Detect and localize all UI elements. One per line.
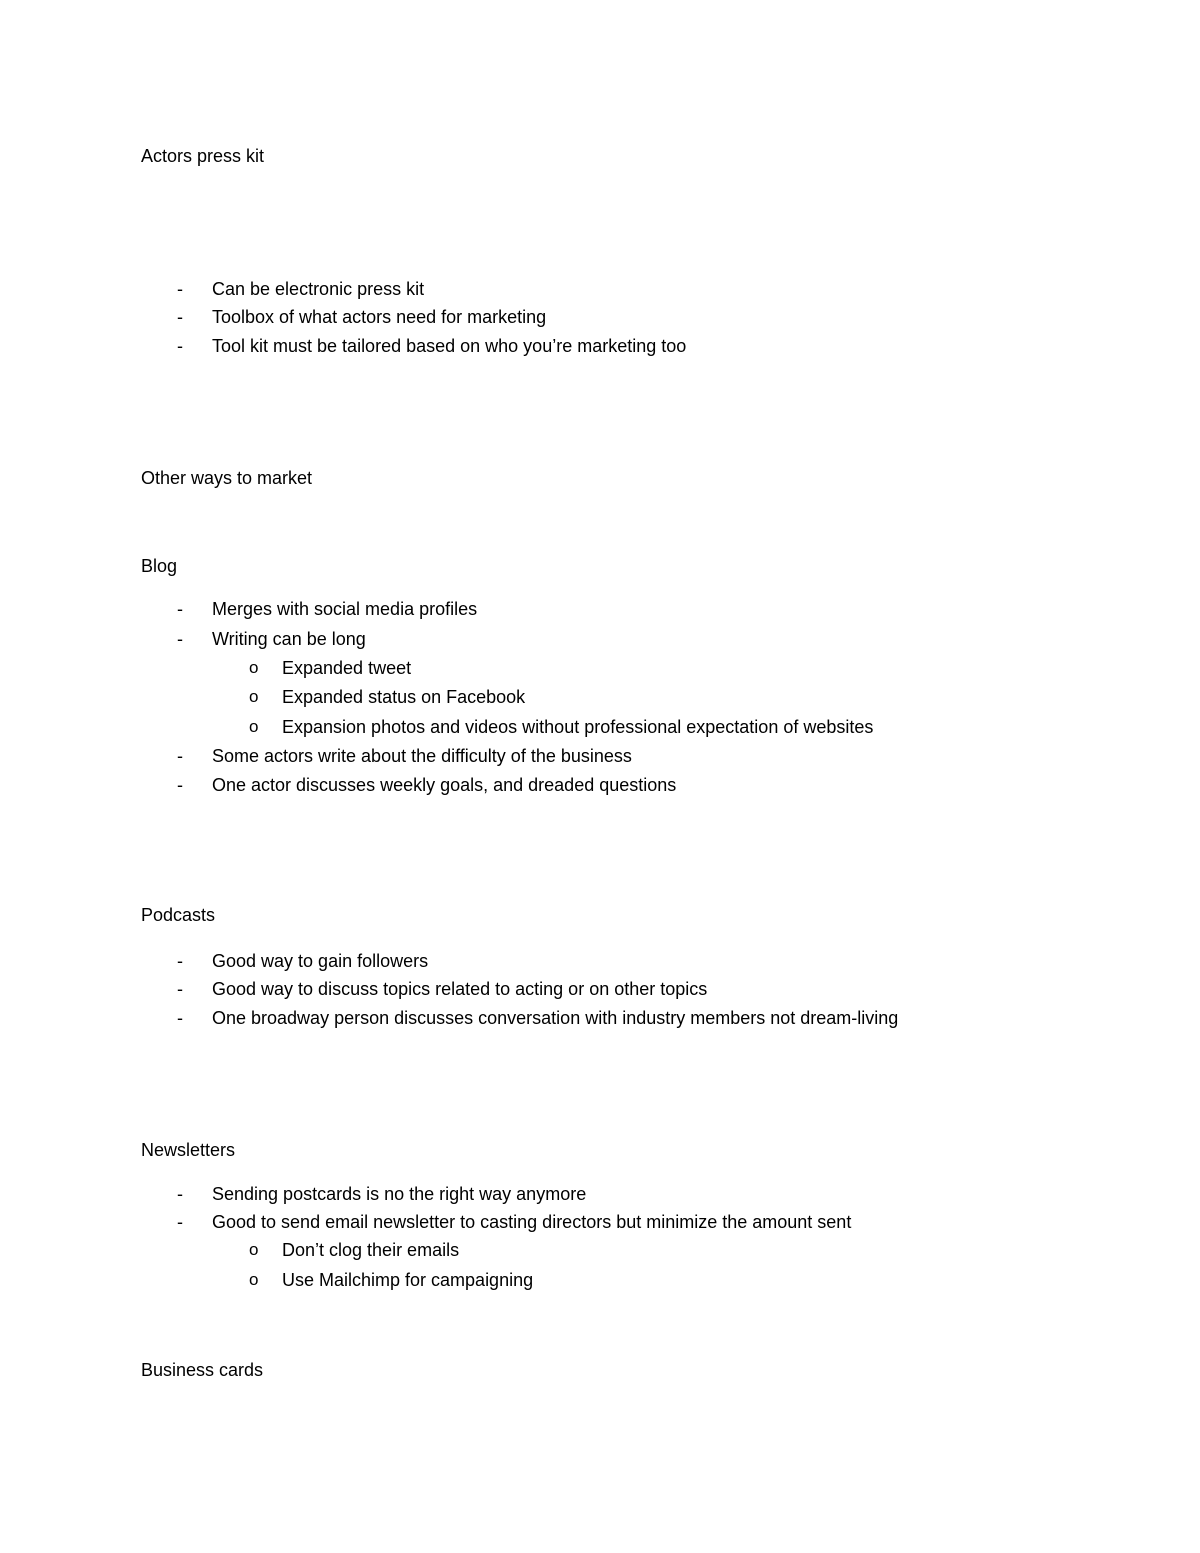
list-item-text: One broadway person discusses conversation with industry members not dream-living — [212, 1008, 899, 1028]
list-item-text: Writing can be long — [212, 629, 366, 649]
list-item-text: Sending postcards is no the right way anymore — [212, 1184, 587, 1204]
list-item-text: Merges with social media profiles — [212, 599, 478, 619]
list-item-text: Toolbox of what actors need for marketing — [212, 307, 547, 327]
section-heading-newsletters: Newsletters — [141, 1140, 236, 1160]
sub-bullet-circle: o — [249, 717, 259, 736]
sub-bullet-circle: o — [249, 658, 259, 677]
bullet-dash: - — [177, 599, 183, 619]
bullet-dash: - — [177, 307, 183, 327]
bullet-dash: - — [177, 1008, 183, 1028]
bullet-dash: - — [177, 336, 183, 356]
sub-bullet-circle: o — [249, 1270, 259, 1289]
sub-bullet-circle: o — [249, 687, 259, 706]
bullet-dash: - — [177, 629, 183, 649]
sub-list-item-text: Expanded status on Facebook — [282, 687, 526, 707]
list-item-text: Good way to gain followers — [212, 951, 429, 971]
sub-list-item-text: Use Mailchimp for campaigning — [282, 1270, 534, 1290]
list-item-text: One actor discusses weekly goals, and dreaded questions — [212, 775, 677, 795]
bullet-dash: - — [177, 979, 183, 999]
sub-list-item-text: Expansion photos and videos without professional expectation of websites — [282, 717, 874, 737]
section-heading-business-cards: Business cards — [141, 1360, 264, 1380]
section-heading-actors-press-kit: Actors press kit — [141, 146, 265, 166]
bullet-dash: - — [177, 1212, 183, 1232]
sub-list-item-text: Don’t clog their emails — [282, 1240, 460, 1260]
bullet-dash: - — [177, 279, 183, 299]
list-item-text: Can be electronic press kit — [212, 279, 425, 299]
list-item-text: Some actors write about the difficulty of the business — [212, 746, 632, 766]
list-item-text: Good way to discuss topics related to acting or on other topics — [212, 979, 708, 999]
bullet-dash: - — [177, 1184, 183, 1204]
list-item-text: Good to send email newsletter to casting directors but minimize the amount sent — [212, 1212, 852, 1232]
sub-list-item-text: Expanded tweet — [282, 658, 412, 678]
section-heading-podcasts: Podcasts — [141, 905, 216, 925]
section-heading-other-ways-to-market: Other ways to market — [141, 468, 313, 488]
bullet-dash: - — [177, 951, 183, 971]
section-heading-blog: Blog — [141, 556, 178, 576]
sub-bullet-circle: o — [249, 1240, 259, 1259]
bullet-dash: - — [177, 775, 183, 795]
bullet-dash: - — [177, 746, 183, 766]
list-item-text: Tool kit must be tailored based on who you’re marketing too — [212, 336, 687, 356]
